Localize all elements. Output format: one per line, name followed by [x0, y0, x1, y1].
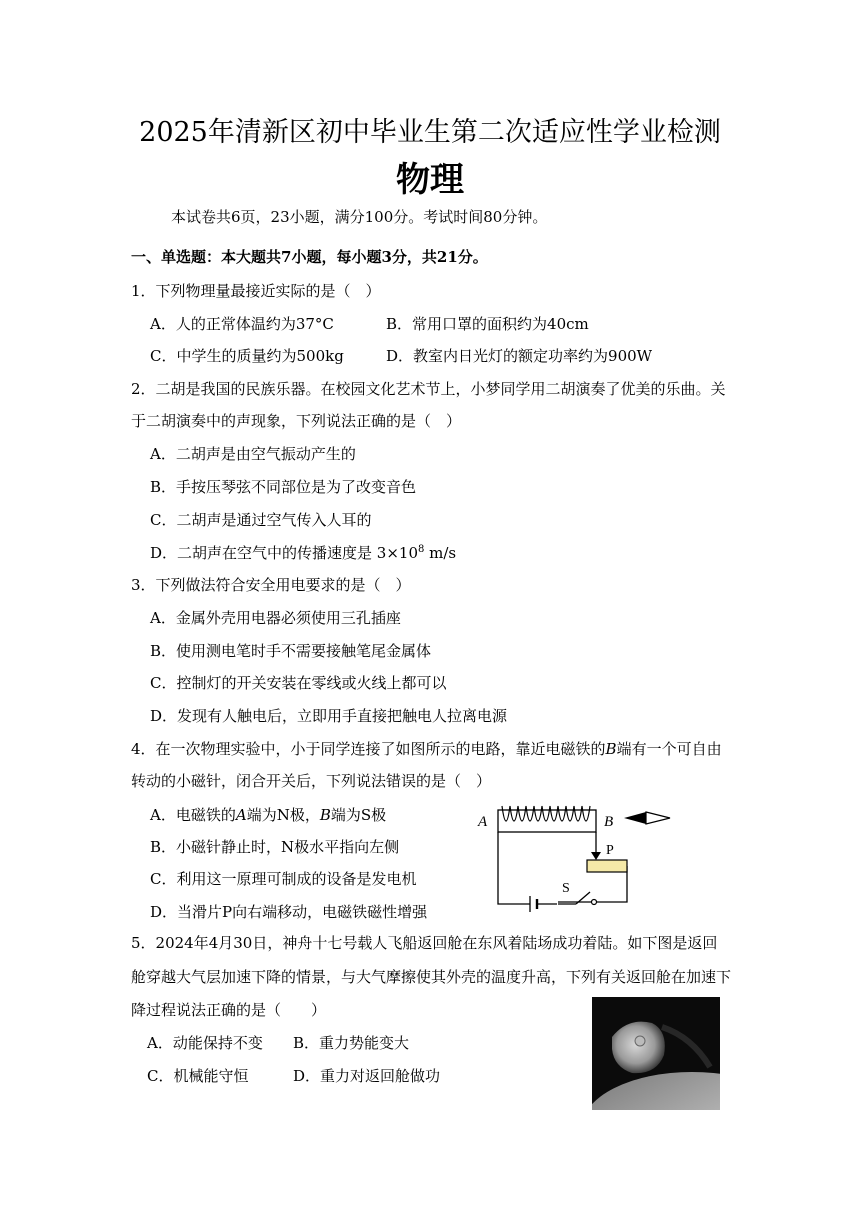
q1-option-a: A．人的正常体温约为37°C: [150, 315, 334, 333]
q5-option-a: A．动能保持不变: [147, 1034, 263, 1052]
q5-stem-line1: 5．2024年4月30日，神舟十七号载人飞船返回舱在东风着陆场成功着陆。如下图是返回: [131, 934, 718, 952]
q2-option-d-exponent: 8: [418, 544, 425, 555]
section-heading: 一、单选题：本大题共7小题，每小题3分，共21分。: [131, 248, 488, 266]
q4-option-a-end-a: A: [235, 806, 247, 824]
q2-stem-line2: 于二胡演奏中的声现象，下列说法正确的是（ ）: [131, 412, 462, 430]
reentry-capsule-photo: [592, 997, 720, 1110]
q4-option-a: [150, 804, 386, 825]
q3-option-c: C．控制灯的开关安装在零线或火线上都可以: [150, 674, 447, 692]
q4-option-b: B．小磁针静止时，N极水平指向左侧: [150, 838, 400, 856]
q1-option-b: B．常用口罩的面积约为40cm: [386, 315, 589, 333]
switch-contact: [592, 900, 597, 905]
q5-option-c: C．机械能守恒: [147, 1067, 249, 1085]
q1-stem: 1．下列物理量最接近实际的是（ ）: [131, 282, 381, 300]
q4-option-a-mid: 端为N极，: [246, 806, 320, 824]
rheostat: [587, 860, 627, 872]
q2-option-a: A．二胡声是由空气振动产生的: [150, 445, 356, 463]
slider-arrow-icon: [591, 852, 601, 860]
exam-title: 2025年清新区初中毕业生第二次适应性学业检测: [139, 117, 721, 148]
q4-option-a-post: 端为S极: [330, 806, 387, 824]
q2-option-d: [150, 542, 456, 563]
label-b: B: [604, 814, 614, 830]
q4-stem-line2: 转动的小磁针，闭合开关后，下列说法错误的是（ ）: [131, 772, 492, 790]
q3-option-d: D．发现有人触电后，立即用手直接把触电人拉离电源: [150, 707, 508, 725]
label-p: P: [606, 843, 614, 858]
q3-option-a: A．金属外壳用电器必须使用三孔插座: [150, 609, 401, 627]
q2-option-d-unit: m/s: [424, 544, 457, 562]
q4-stem-text: 4．在一次物理实验中，小于同学连接了如图所示的电路，靠近电磁铁的: [131, 740, 606, 758]
q4-option-a-text: A．电磁铁的: [150, 806, 236, 824]
capsule: [612, 1022, 665, 1074]
label-s: S: [562, 881, 570, 896]
label-a: A: [478, 814, 488, 830]
q1-option-c: C．中学生的质量约为500kg: [150, 347, 344, 365]
electromagnet-coil: [502, 806, 590, 821]
q4-stem-b: B: [605, 740, 617, 758]
q5-stem-line3: 降过程说法正确的是（ ）: [131, 1001, 327, 1019]
q5-option-b: B．重力势能变大: [293, 1034, 410, 1052]
q4-circuit-diagram: [470, 800, 680, 918]
q4-stem-line1: [131, 738, 722, 759]
q5-stem-line2: 舱穿越大气层加速下降的情景，与大气摩擦使其外壳的温度升高，下列有关返回舱在加速下: [131, 968, 732, 986]
q2-option-d-text: D．二胡声在空气中的传播速度是 3×10: [150, 544, 418, 562]
q4-option-d: D．当滑片P向右端移动，电磁铁磁性增强: [150, 903, 428, 921]
exam-intro: 本试卷共6页，23小题，满分100分。考试时间80分钟。: [171, 208, 548, 226]
q2-stem-line1: 2．二胡是我国的民族乐器。在校园文化艺术节上，小梦同学用二胡演奏了优美的乐曲。关: [131, 380, 726, 398]
compass-needle-icon: [624, 812, 670, 824]
q5-option-d: D．重力对返回舱做功: [293, 1067, 441, 1085]
q3-option-b: B．使用测电笔时手不需要接触笔尾金属体: [150, 642, 432, 660]
q4-option-a-end-b: B: [319, 806, 331, 824]
subject-title: 物理: [396, 160, 464, 200]
q1-option-d: D．教室内日光灯的额定功率约为900W: [386, 347, 653, 365]
q3-stem: 3．下列做法符合安全用电要求的是（ ）: [131, 576, 411, 594]
q4-option-c: C．利用这一原理可制成的设备是发电机: [150, 870, 417, 888]
q2-option-c: C．二胡声是通过空气传入人耳的: [150, 511, 372, 529]
q2-option-b: B．手按压琴弦不同部位是为了改变音色: [150, 478, 417, 496]
q4-stem-text-end: 端有一个可自由: [616, 740, 722, 758]
